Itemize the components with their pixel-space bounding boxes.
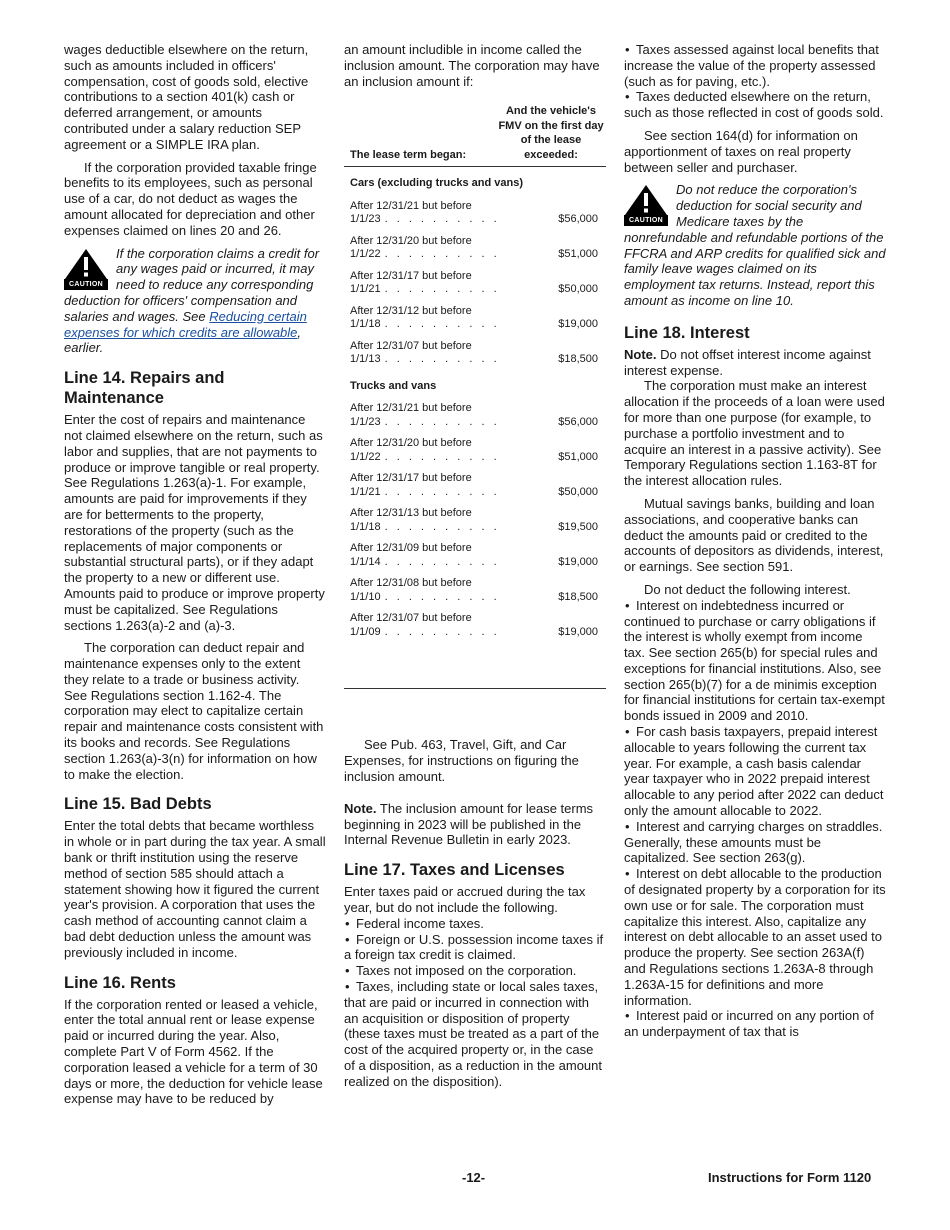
table-group-label: Cars (excluding trucks and vans) [350,177,523,190]
leader-dots: . . . . . . . . . . [384,555,500,568]
list-item: • Foreign or U.S. possession income taxes if a foreign tax credit is claimed. [344,932,606,964]
lease-term-end-line [350,451,500,465]
leader-dots: . . . . . . . . . . [384,415,500,428]
lease-term-start: After 12/31/12 but before [350,304,472,317]
caution-icon [624,184,670,228]
lease-term-start: After 12/31/13 but before [350,507,472,520]
table-row [344,537,606,572]
caution-text: Do not reduce the corporation's deduction for social security and Medicare taxes by the nonrefundable and refundable portions of the FFCRA and ARP credits for qualified sick and family leave wages claimed on its employment tax returns. Instead, report this amount as income on line 10. [624,182,886,308]
lease-term-end: 1/1/22 [350,248,381,261]
fmv-amount-cell: $19,000 [558,625,598,638]
heading-line-18: Line 18. Interest [624,323,750,342]
lease-term-end: 1/1/09 [350,625,381,638]
lease-term-end: 1/1/23 [350,415,381,428]
lease-term-start: After 12/31/07 but before [350,339,472,352]
column-1 [64,42,326,1114]
list-item: • Taxes deducted elsewhere on the return, such as those reflected in cost of goods sold. [624,89,886,121]
inclusion-amount-table [344,96,606,689]
fmv-amount-cell: $19,500 [558,520,598,533]
table-row [344,195,606,230]
paragraph: wages deductible elsewhere on the return, such as amounts included in officers' compensation, cost of goods sold, elective contributions to a section 401(k) cash or deferred arrangement, or amounts contributed under a salary reduction SEP agreement or a SIMPLE IRA plan. [64,42,309,152]
lease-term-end-line [350,416,500,430]
paragraph: The corporation must make an interest allocation if the proceeds of a loan were used for more than one purpose (for example, to purchase a portfolio investment and to acquire an interest in a passive activity). See Temporary Regulations section 1.163-8T for the interest allocation rules. [624,378,885,489]
list-item: • Taxes not imposed on the corporation. [344,963,606,979]
lease-term-end: 1/1/18 [350,520,381,533]
lease-term-end-line [350,626,500,640]
list-item: • Interest on indebtedness incurred or continued to purchase or carry obligations if the interest is wholly exempt from income tax. See section 265(b) for special rules and exceptions for financial institutions. Also, see section 265(b)(7) for a de minimis exception for financial institutions for certain tax-exempt bonds issued in 2009 and 2010. [624,598,886,724]
lease-term-cell [350,542,500,569]
lease-term-cell [350,577,500,604]
caution-box [64,246,326,357]
note-text: Do not offset interest income against interest expense. [624,346,871,378]
note-text: The inclusion amount for lease terms beginning in 2023 will be published in the Internal Revenue Bulletin in early 2023. [344,800,594,848]
paragraph: If the corporation rented or leased a vehicle, enter the total annual rent or lease expense paid or incurred during the year. Also, complete Part V of Form 4562. If the corporation leased a vehicle for a term of 30 days or more, the deduction for vehicle lease expense may have to be reduced by [64,996,323,1107]
fmv-amount-cell: $18,500 [558,353,598,366]
leader-dots: . . . . . . . . . . [384,248,500,261]
paragraph: Enter the total debts that became worthless in whole or in part during the tax year. A small bank or thrift institution using the reserve method of section 585 should attach a statement showing how it figured the current year's provision. A corporation that uses the cash method of accounting cannot claim a bad debt deduction unless the amount was previously included in income. [64,818,326,960]
caution-label: CAUTION [64,279,108,290]
lease-term-start: After 12/31/20 but before [350,437,472,450]
column-2 [344,42,606,1090]
leader-dots: . . . . . . . . . . [384,450,500,463]
list-item: • Federal income taxes. [344,916,606,932]
list-item: • Interest on debt allocable to the production of designated property by a corporation for its own use or for sale. The corporation must capitalize this interest. Also, capitalize any interest on debt allocable to an asset used to produce the property. See section 263A(f) and Regulations sections 1.263A-8 through 1.263A-15 for definitions and more information. [624,866,886,1008]
bullet-list [624,598,886,1040]
caution-icon [64,248,110,292]
lease-term-end-line [350,318,500,332]
document-title: Instructions for Form 1120 [708,1170,872,1185]
list-item: • Interest paid or incurred on any portion of an underpayment of tax that is [624,1008,886,1040]
lease-term-end-line [350,283,500,297]
lease-term-start: After 12/31/17 but before [350,472,472,485]
lease-term-end: 1/1/21 [350,485,381,498]
fmv-amount-cell: $56,000 [558,415,598,428]
lease-term-cell [350,340,500,367]
leader-dots: . . . . . . . . . . [384,625,500,638]
caution-box [624,182,886,308]
table-header-fmv: And the vehicle's FMV on the first day of the lease exceeded: [498,105,604,161]
list-item: • Interest and carrying charges on straddles. Generally, these amounts must be capitalized. See section 263(g). [624,819,886,866]
lease-term-start: After 12/31/21 but before [350,199,472,212]
lease-term-end: 1/1/21 [350,283,381,296]
lease-term-start: After 12/31/08 but before [350,577,472,590]
lease-term-end-line [350,521,500,535]
paragraph: an amount includible in income called the inclusion amount. The corporation may have an inclusion amount if: [344,42,600,89]
leader-dots: . . . . . . . . . . [384,283,500,296]
bullet-list [624,42,886,121]
leader-dots: . . . . . . . . . . [384,485,500,498]
lease-term-end-line [350,591,500,605]
lease-term-end-line [350,213,500,227]
leader-dots: . . . . . . . . . . [384,353,500,366]
fmv-amount-cell: $19,000 [558,555,598,568]
lease-term-cell [350,235,500,262]
leader-dots: . . . . . . . . . . [384,590,500,603]
fmv-amount-cell: $51,000 [558,248,598,261]
lease-term-end: 1/1/14 [350,555,381,568]
table-row [344,607,606,642]
heading-line-15: Line 15. Bad Debts [64,795,212,814]
table-row [344,502,606,537]
note-label: Note. [344,800,377,816]
lease-term-end-line [350,556,500,570]
fmv-amount-cell: $19,000 [558,318,598,331]
fmv-amount-cell: $51,000 [558,450,598,463]
fmv-amount-cell: $50,000 [558,485,598,498]
page-number: -12- [462,1170,486,1185]
lease-term-start: After 12/31/20 but before [350,234,472,247]
leader-dots: . . . . . . . . . . [384,213,500,226]
lease-term-cell [350,437,500,464]
table-body [344,167,606,642]
note-paragraph [344,801,606,848]
lease-term-end-line [350,353,500,367]
bullet-list [344,916,606,1090]
list-item: • Taxes assessed against local benefits that increase the value of the property assessed (such as for paving, etc.). [624,42,886,89]
table-header-lease-term: The lease term began: [350,148,467,161]
lease-term-cell [350,472,500,499]
caution-label: CAUTION [624,215,668,226]
lease-term-cell [350,270,500,297]
lease-term-start: After 12/31/09 but before [350,542,472,555]
paragraph: The corporation can deduct repair and maintenance expenses only to the extent they relate to a trade or business activity. See Regulations section 1.162-4. The corporation may elect to capitalize certain repair and maintenance costs consistent with its books and records. See Regulations section 1.263(a)-3(n) for information on how to make the election. [64,640,324,782]
table-row [344,230,606,265]
table-row [344,397,606,432]
paragraph: Enter the cost of repairs and maintenance not claimed elsewhere on the return, such as labor and supplies, that are not payments to produce or improve tangible or real property. See Regulations 1.263(a)-1. For example, amounts are paid for improvements if they are for betterments to the property, restorations of the property (such as the replacements of major components or substantial structural parts), or if they adapt the property to a new or different use. Amounts paid to produce or improve property must be capitalized. See Regulations sections 1.263(a)-2 and (a)-3. [64,412,325,633]
fmv-amount-cell: $56,000 [558,213,598,226]
paragraph: Enter taxes paid or accrued during the tax year, but do not include the following. [344,884,586,915]
lease-term-end: 1/1/18 [350,318,381,331]
table-row [344,300,606,335]
table-group-label: Trucks and vans [350,379,437,392]
fmv-amount-cell: $18,500 [558,590,598,603]
lease-term-end: 1/1/23 [350,213,381,226]
table-row [344,265,606,300]
heading-line-16: Line 16. Rents [64,973,176,992]
column-3 [624,42,886,1040]
list-item: • Taxes, including state or local sales taxes, that are paid or incurred in connection with an acquisition or disposition of property (these taxes must be treated as a part of the cost of the acquired property or, in the case of a disposition, as a reduction in the amount realized on the disposition). [344,979,606,1090]
lease-term-start: After 12/31/21 but before [350,402,472,415]
lease-term-cell [350,200,500,227]
paragraph: Mutual savings banks, building and loan associations, and cooperative banks can deduct the amounts paid or credited to the accounts of depositors as dividends, interest, or earnings. See section 591. [624,495,884,575]
list-item: • For cash basis taxpayers, prepaid interest allocable to years following the current tax year. For example, a cash basis calendar year taxpayer who in 2022 prepaid interest allocable to any period after 2022 can deduct only the amount allocable to 2022. [624,724,886,819]
paragraph: See Pub. 463, Travel, Gift, and Car Expenses, for instructions on figuring the inclusion amount. [344,737,579,784]
lease-term-cell [350,507,500,534]
paragraph: See section 164(d) for information on apportionment of taxes on real property between seller and purchaser. [624,127,858,175]
heading-line-17: Line 17. Taxes and Licenses [344,861,565,880]
lease-term-start: After 12/31/17 but before [350,269,472,282]
reducing-expenses-link[interactable]: Reducing certain expenses for which credits are allowable [64,308,307,340]
lease-term-end: 1/1/22 [350,450,381,463]
table-bottom-rule [344,642,606,689]
lease-term-start: After 12/31/07 but before [350,612,472,625]
leader-dots: . . . . . . . . . . [384,318,500,331]
caution-text: If the corporation claims a credit for any wages paid or incurred, it may need to reduce any corresponding deduction for officers' compensation and salaries and wages. See [64,245,320,324]
paragraph: If the corporation provided taxable fringe benefits to its employees, such as personal use of a car, do not deduct as wages the amount allocated for depreciation and other expenses claimed on lines 20 and 26. [64,159,317,238]
table-row [344,335,606,370]
table-row [344,572,606,607]
note-label: Note. [624,346,657,362]
lease-term-end: 1/1/10 [350,590,381,603]
heading-line-14: Line 14. Repairs and Maintenance [64,369,225,408]
lease-term-end-line [350,248,500,262]
caution-tail: , earlier. [64,324,302,356]
table-row [344,432,606,467]
lease-term-cell [350,612,500,639]
lease-term-end: 1/1/13 [350,353,381,366]
table-header [344,96,606,167]
fmv-amount-cell: $50,000 [558,283,598,296]
note-paragraph [624,347,886,379]
table-row [344,467,606,502]
paragraph: Do not deduct the following interest. [644,581,851,597]
lease-term-cell [350,305,500,332]
lease-term-end-line [350,486,500,500]
leader-dots: . . . . . . . . . . [384,520,500,533]
lease-term-cell [350,402,500,429]
